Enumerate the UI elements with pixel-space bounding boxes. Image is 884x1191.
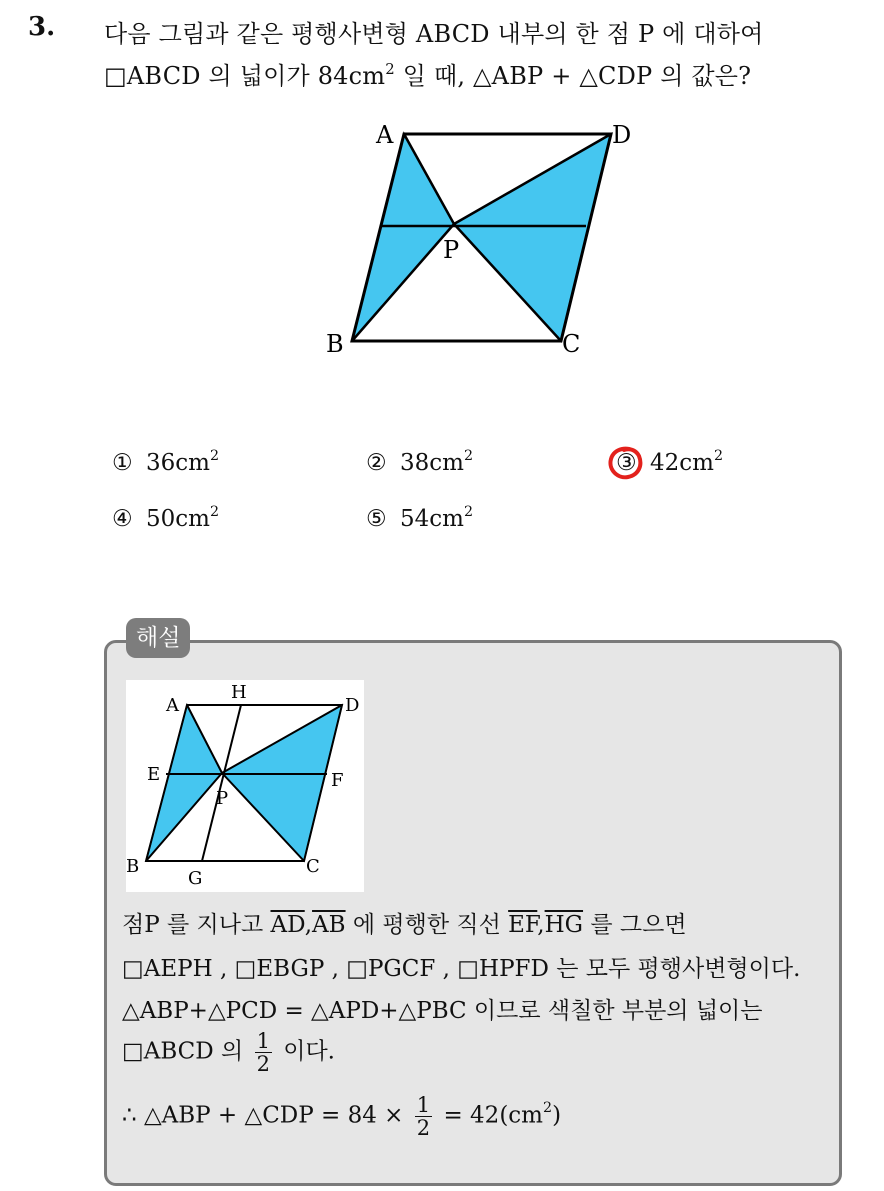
choice-5-sup: 2: [463, 503, 474, 520]
sol-label-g: G: [188, 868, 203, 889]
sol-line5-den: 2: [416, 1116, 431, 1141]
choice-5-value: 54cm: [400, 506, 464, 532]
choice-2-sup: 2: [463, 447, 474, 464]
sol-line5-fraction: [415, 1094, 432, 1139]
triangle-abp: [352, 134, 454, 341]
sol-label-h: H: [231, 682, 247, 703]
sol-line4-b: 이다.: [283, 1038, 335, 1065]
sol-line5-a: ∴ △ABP + △CDP = 84 ×: [122, 1102, 404, 1129]
choice-1-value: 36cm: [146, 450, 210, 476]
solution-line-2: □AEPH , □EBGP , □PGCF , □HPFD 는 모두 평행사변형이다.: [122, 956, 801, 982]
label-p: P: [443, 236, 460, 264]
question-line-2-a: □ABCD 의 넓이가 84cm: [104, 62, 386, 90]
question-line-2-b: 일 때, △ABP + △CDP 의 값은?: [394, 62, 752, 90]
solution-line-4: [122, 1030, 335, 1075]
solution-line-3: △ABP+△PCD = △APD+△PBC 이므로 색칠한 부분의 넓이는: [122, 998, 763, 1024]
choice-2-number: ②: [366, 450, 387, 476]
sol-line5-b: = 42(cm: [443, 1102, 543, 1129]
choice-4-value: 50cm: [146, 506, 210, 532]
choice-3-value: 42cm: [650, 450, 714, 476]
choice-3-number: ③: [616, 450, 637, 476]
sol-line1-ad: $\overline{AD}$: [270, 912, 305, 938]
label-b: B: [326, 330, 344, 358]
sol-line1-comma2: ,: [537, 912, 545, 938]
choice-2[interactable]: [366, 447, 474, 476]
sol-line5-num: 1: [416, 1093, 431, 1117]
sol-label-d: D: [345, 695, 360, 716]
sol-line1-b: 에 평행한 직선: [345, 912, 509, 938]
choice-4-number: ④: [112, 506, 133, 532]
label-c: C: [562, 330, 581, 358]
question-number: 3.: [28, 12, 56, 42]
solution-tag: 해설: [126, 618, 190, 658]
choice-2-value: 38cm: [400, 450, 464, 476]
sol-line4-a: □ABCD 의: [122, 1038, 244, 1065]
sol-line1-comma: ,: [304, 912, 313, 938]
question-line-1: 다음 그림과 같은 평행사변형 ABCD 내부의 한 점 P 에 대하여: [104, 20, 764, 48]
sol-line1-ab: $\overline{AB}$: [312, 912, 346, 938]
choice-1[interactable]: [112, 447, 220, 476]
sol-label-a: A: [166, 695, 179, 716]
solution-figure: [126, 680, 364, 892]
solution-line-5: [122, 1094, 561, 1139]
sol-line4-fraction: [255, 1030, 272, 1075]
sol-label-c: C: [306, 856, 320, 877]
sol-label-f: F: [331, 770, 344, 791]
choice-3-sup: 2: [713, 447, 724, 464]
choice-1-number: ①: [112, 450, 133, 476]
sol-label-p: P: [216, 788, 229, 809]
choice-1-sup: 2: [209, 447, 220, 464]
sol-line4-den: 2: [256, 1052, 270, 1077]
choice-5[interactable]: [366, 503, 474, 532]
choice-4[interactable]: [112, 503, 220, 532]
parallelogram-figure: [320, 110, 640, 370]
question-line-2: [104, 56, 751, 91]
correct-answer-circle-icon: [606, 444, 646, 482]
sol-line4-num: 1: [256, 1029, 270, 1053]
sol-line1-c: 를 그으면: [583, 912, 687, 938]
sol-line1-hg: $\overline{HG}$: [544, 912, 584, 938]
choice-5-number: ⑤: [366, 506, 387, 532]
choice-4-sup: 2: [209, 503, 220, 520]
label-a: A: [376, 121, 394, 149]
sol-line1-a: 점P 를 지나고: [122, 912, 271, 938]
sol-line5-sup: 2: [542, 1100, 553, 1117]
sol-line5-c: ): [552, 1102, 562, 1129]
label-d: D: [612, 121, 632, 149]
question-line-2-sup: 2: [385, 59, 395, 78]
solution-line-1: [122, 906, 687, 939]
sol-label-b: B: [126, 856, 140, 877]
sol-label-e: E: [147, 764, 161, 785]
sol-line1-ef: $\overline{EF}$: [508, 912, 538, 938]
